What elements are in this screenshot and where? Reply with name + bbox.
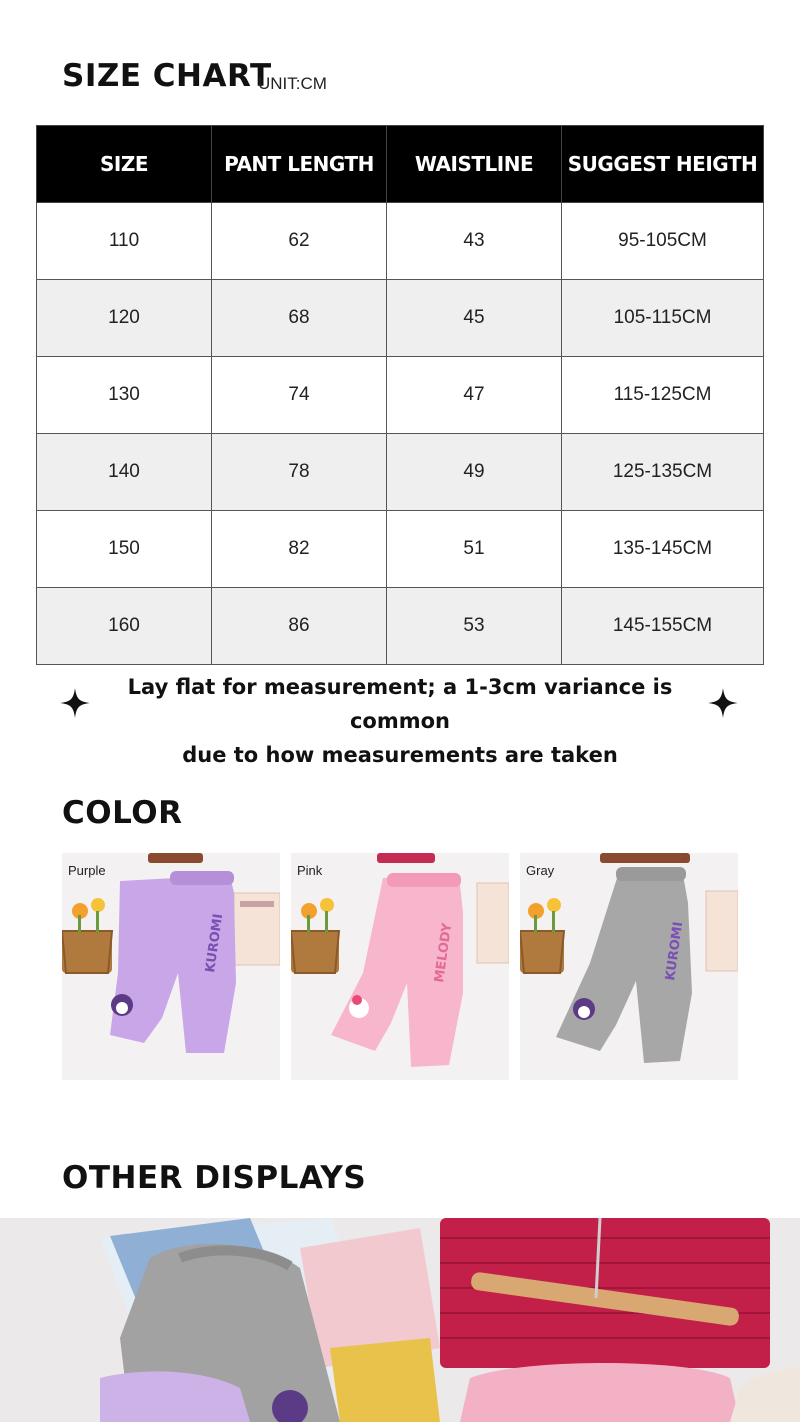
cell-waistline: 47 — [387, 357, 562, 434]
cell-suggest-height: 135-145CM — [562, 511, 764, 588]
cell-waistline: 53 — [387, 588, 562, 665]
cell-size: 150 — [37, 511, 212, 588]
header-waistline: WAISTLINE — [387, 126, 562, 203]
cell-waistline: 49 — [387, 434, 562, 511]
cell-suggest-height: 125-135CM — [562, 434, 764, 511]
cell-pant-length: 74 — [212, 357, 387, 434]
pants-print-text: KUROMI — [663, 920, 687, 982]
note-line-2: due to how measurements are taken — [182, 743, 618, 767]
purple-pants-image — [62, 853, 280, 1080]
size-chart-title: SIZE CHART — [62, 58, 272, 94]
cell-pant-length: 82 — [212, 511, 387, 588]
sparkle-icon — [708, 688, 738, 718]
table-row — [37, 280, 764, 357]
cell-pant-length: 86 — [212, 588, 387, 665]
pink-pants-image — [291, 853, 509, 1080]
cell-pant-length: 68 — [212, 280, 387, 357]
color-label: Gray — [526, 863, 555, 878]
other-displays-title: OTHER DISPLAYS — [62, 1160, 367, 1196]
product-display-photo — [0, 1218, 800, 1422]
cell-size: 140 — [37, 434, 212, 511]
color-option-gray[interactable] — [520, 853, 738, 1080]
sparkle-icon — [60, 688, 90, 718]
header-pant-length: PANT LENGTH — [212, 126, 387, 203]
size-chart-unit: UNIT:CM — [258, 74, 327, 93]
cell-size: 130 — [37, 357, 212, 434]
color-section-title: COLOR — [62, 795, 183, 831]
pants-print-text: MELODY — [432, 922, 456, 984]
cell-waistline: 45 — [387, 280, 562, 357]
gray-pants-image — [520, 853, 738, 1080]
cell-pant-length: 62 — [212, 203, 387, 280]
measurement-note — [100, 670, 700, 772]
cell-size: 110 — [37, 203, 212, 280]
header-suggest-height: SUGGEST HEIGTH — [562, 126, 764, 203]
table-row — [37, 588, 764, 665]
table-row — [37, 203, 764, 280]
cell-suggest-height: 145-155CM — [562, 588, 764, 665]
color-option-pink[interactable] — [291, 853, 509, 1080]
cell-waistline: 51 — [387, 511, 562, 588]
cell-suggest-height: 105-115CM — [562, 280, 764, 357]
cell-size: 120 — [37, 280, 212, 357]
cell-pant-length: 78 — [212, 434, 387, 511]
table-row — [37, 357, 764, 434]
product-display-image — [0, 1218, 800, 1422]
cell-suggest-height: 115-125CM — [562, 357, 764, 434]
size-table — [36, 125, 764, 665]
note-line-1: Lay flat for measurement; a 1-3cm variance is common — [127, 675, 673, 733]
cell-waistline: 43 — [387, 203, 562, 280]
table-row — [37, 511, 764, 588]
header-size: SIZE — [37, 126, 212, 203]
color-label: Purple — [68, 863, 106, 878]
color-option-purple[interactable] — [62, 853, 280, 1080]
color-label: Pink — [297, 863, 323, 878]
cell-size: 160 — [37, 588, 212, 665]
table-row — [37, 434, 764, 511]
size-table-header-row — [37, 126, 764, 203]
cell-suggest-height: 95-105CM — [562, 203, 764, 280]
pants-print-text: KUROMI — [203, 912, 227, 974]
